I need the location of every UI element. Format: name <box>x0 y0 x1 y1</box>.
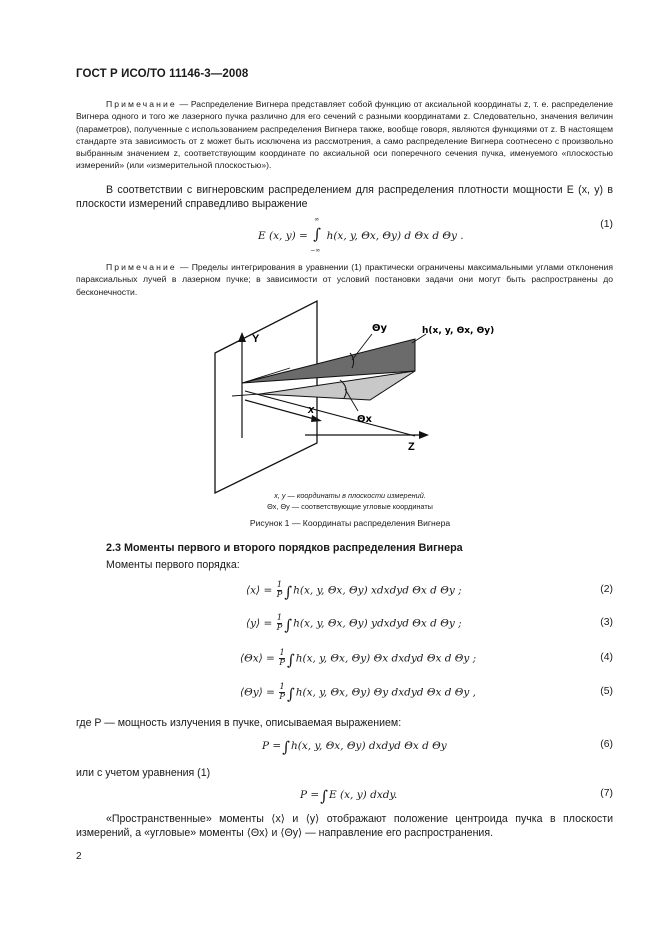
fraction-numerator: 1 <box>276 580 283 590</box>
equation-1-body: h(x, y, Θx, Θy) d Θx d Θy . <box>326 230 464 242</box>
equation-5-number: (5) <box>600 686 613 697</box>
equation-5-fraction <box>279 683 285 702</box>
x-axis-label: x <box>308 404 315 416</box>
theta-x-label: Θx <box>357 414 372 425</box>
h-function-label: h(x, y, Θx, Θy) <box>422 326 495 336</box>
page-number: 2 <box>76 851 82 862</box>
paragraph-power-definition: где P — мощность излучения в пучке, описываемая выражением: <box>76 717 402 729</box>
y-axis-arrow <box>238 332 246 342</box>
equation-7-lhs: P = <box>300 789 320 801</box>
equation-3-number: (3) <box>600 617 613 628</box>
section-title: 2.3 Моменты первого и второго порядков распределения Вигнера <box>106 542 463 554</box>
equation-2: ⟨x⟩ = $\frac{1}{P}$ ∫h(x, y, Θx, Θy) xdxdyd Θx d Θy ; <box>246 580 462 601</box>
note-2-text: — Пределы интегрирования в уравнении (1) практически ограничены максимальными углами отклонения параксиальных лучей в лазерном пучке; в зависимости от условий постановки задачи они могут быть распространены до бесконечности. <box>76 262 613 297</box>
equation-7-number: (7) <box>600 788 613 799</box>
plane-guide-line <box>232 394 260 396</box>
equation-1: E (x, y) = ∫ ∞ −∞ h(x, y, Θx, Θy) d Θx d Θy . <box>258 216 464 254</box>
fraction-denominator: P <box>276 623 283 633</box>
equation-7-body: E (x, y) dxdy. <box>329 789 398 801</box>
theta-y-label: Θy <box>372 323 388 334</box>
fraction-numerator: 1 <box>276 613 283 623</box>
paragraph-first-order: Моменты первого порядка: <box>106 559 240 571</box>
equation-7: P =∫E (x, y) dxdy. <box>300 787 398 805</box>
fraction-denominator: P <box>279 658 285 668</box>
wigner-coordinates-figure <box>200 298 500 498</box>
figure-caption: Рисунок 1 — Координаты распределения Вигнера <box>249 518 451 528</box>
equation-2-lhs: ⟨x⟩ = <box>246 584 273 597</box>
equation-1-number: (1) <box>600 219 613 230</box>
equation-6: P =∫h(x, y, Θx, Θy) dxdyd Θx d Θy <box>262 738 447 756</box>
equation-5: ⟨Θy⟩ = $\frac{1}{P}$ ∫h(x, y, Θx, Θy) Θy dxdyd Θx d Θy , <box>240 682 477 703</box>
equation-6-body: h(x, y, Θx, Θy) dxdyd Θx d Θy <box>291 740 447 752</box>
fraction-denominator: P <box>276 590 283 600</box>
equation-6-number: (6) <box>600 739 613 750</box>
equation-3-fraction <box>277 614 283 633</box>
equation-1-lhs: E (x, y) = <box>258 230 308 242</box>
note-1-text: — Распределение Вигнера представляет собой функцию от аксиальной координаты z, т. е. распределение Вигнера одного и того же лазерного пучка различно для его сечений с разными координатами z. Следовательно, значения величин (параметров), полученные с использованием распределения Вигнера также, вообще говоря, являются функциями от z. В настоящем стандарте эта зависимость от z может быть исключена из рассмотрения, а само распределение Вигнера соотнесено с произвольно выбранным значением z, соответствующим координате по аксиальной оси поперечного сечения пучка, именуемого «плоскостью измерений» (или «измерительной плоскостью»). <box>76 99 613 171</box>
equation-6-lhs: P = <box>262 740 282 752</box>
fraction-numerator: 1 <box>279 648 285 658</box>
equation-4: ⟨Θx⟩ = $\frac{1}{P}$ ∫h(x, y, Θx, Θy) Θx dxdyd Θx d Θy ; <box>240 648 477 669</box>
note-1 <box>76 98 613 172</box>
equation-5-body: h(x, y, Θx, Θy) Θy dxdyd Θx d Θy , <box>295 686 477 699</box>
equation-2-number: (2) <box>600 584 613 595</box>
equation-5-lhs: ⟨Θy⟩ = <box>240 686 275 699</box>
figure-legend-1: x, y — координаты в плоскости измерений. <box>274 491 426 500</box>
paragraph-moments-meaning: «Пространственные» моменты ⟨x⟩ и ⟨y⟩ отображают положение центроида пучка в плоскости измерений, а «угловые» моменты ⟨Θx⟩ и ⟨Θy⟩ — направление его распространения. <box>76 813 613 840</box>
equation-2-fraction <box>277 581 283 600</box>
document-header: ГОСТ Р ИСО/ТО 11146-3—2008 <box>76 68 249 80</box>
y-axis-label: Y <box>252 333 260 345</box>
note-2-lead: Примечание <box>106 262 177 272</box>
paragraph-power-density: В соответствии с вигнеровским распределением для распределения плотности мощности E (x, y) в плоскости измерений справедливо выражение <box>76 184 613 211</box>
z-axis-arrow <box>419 431 429 439</box>
equation-4-number: (4) <box>600 652 613 663</box>
equation-4-lhs: ⟨Θx⟩ = <box>240 652 275 665</box>
equation-3-body: h(x, y, Θx, Θy) ydxdyd Θx d Θy ; <box>293 617 462 630</box>
fraction-denominator: P <box>279 692 285 702</box>
equation-1-lower-limit: −∞ <box>310 247 321 254</box>
figure-legend-2: Θx, Θy — соответствующие угловые координаты <box>267 502 433 511</box>
equation-4-fraction <box>279 649 285 668</box>
equation-3: ⟨y⟩ = $\frac{1}{P}$ ∫h(x, y, Θx, Θy) ydxdyd Θx d Θy ; <box>246 613 462 634</box>
equation-1-upper-limit: ∞ <box>314 216 320 223</box>
note-2 <box>76 261 613 298</box>
paragraph-with-eq1: или с учетом уравнения (1) <box>76 767 211 779</box>
z-axis-label: Z <box>408 441 415 453</box>
fraction-numerator: 1 <box>279 682 285 692</box>
equation-3-lhs: ⟨y⟩ = <box>246 617 273 630</box>
equation-4-body: h(x, y, Θx, Θy) Θx dxdyd Θx d Θy ; <box>295 652 477 665</box>
note-1-lead: Примечание <box>106 99 177 109</box>
equation-2-body: h(x, y, Θx, Θy) xdxdyd Θx d Θy ; <box>293 584 462 597</box>
